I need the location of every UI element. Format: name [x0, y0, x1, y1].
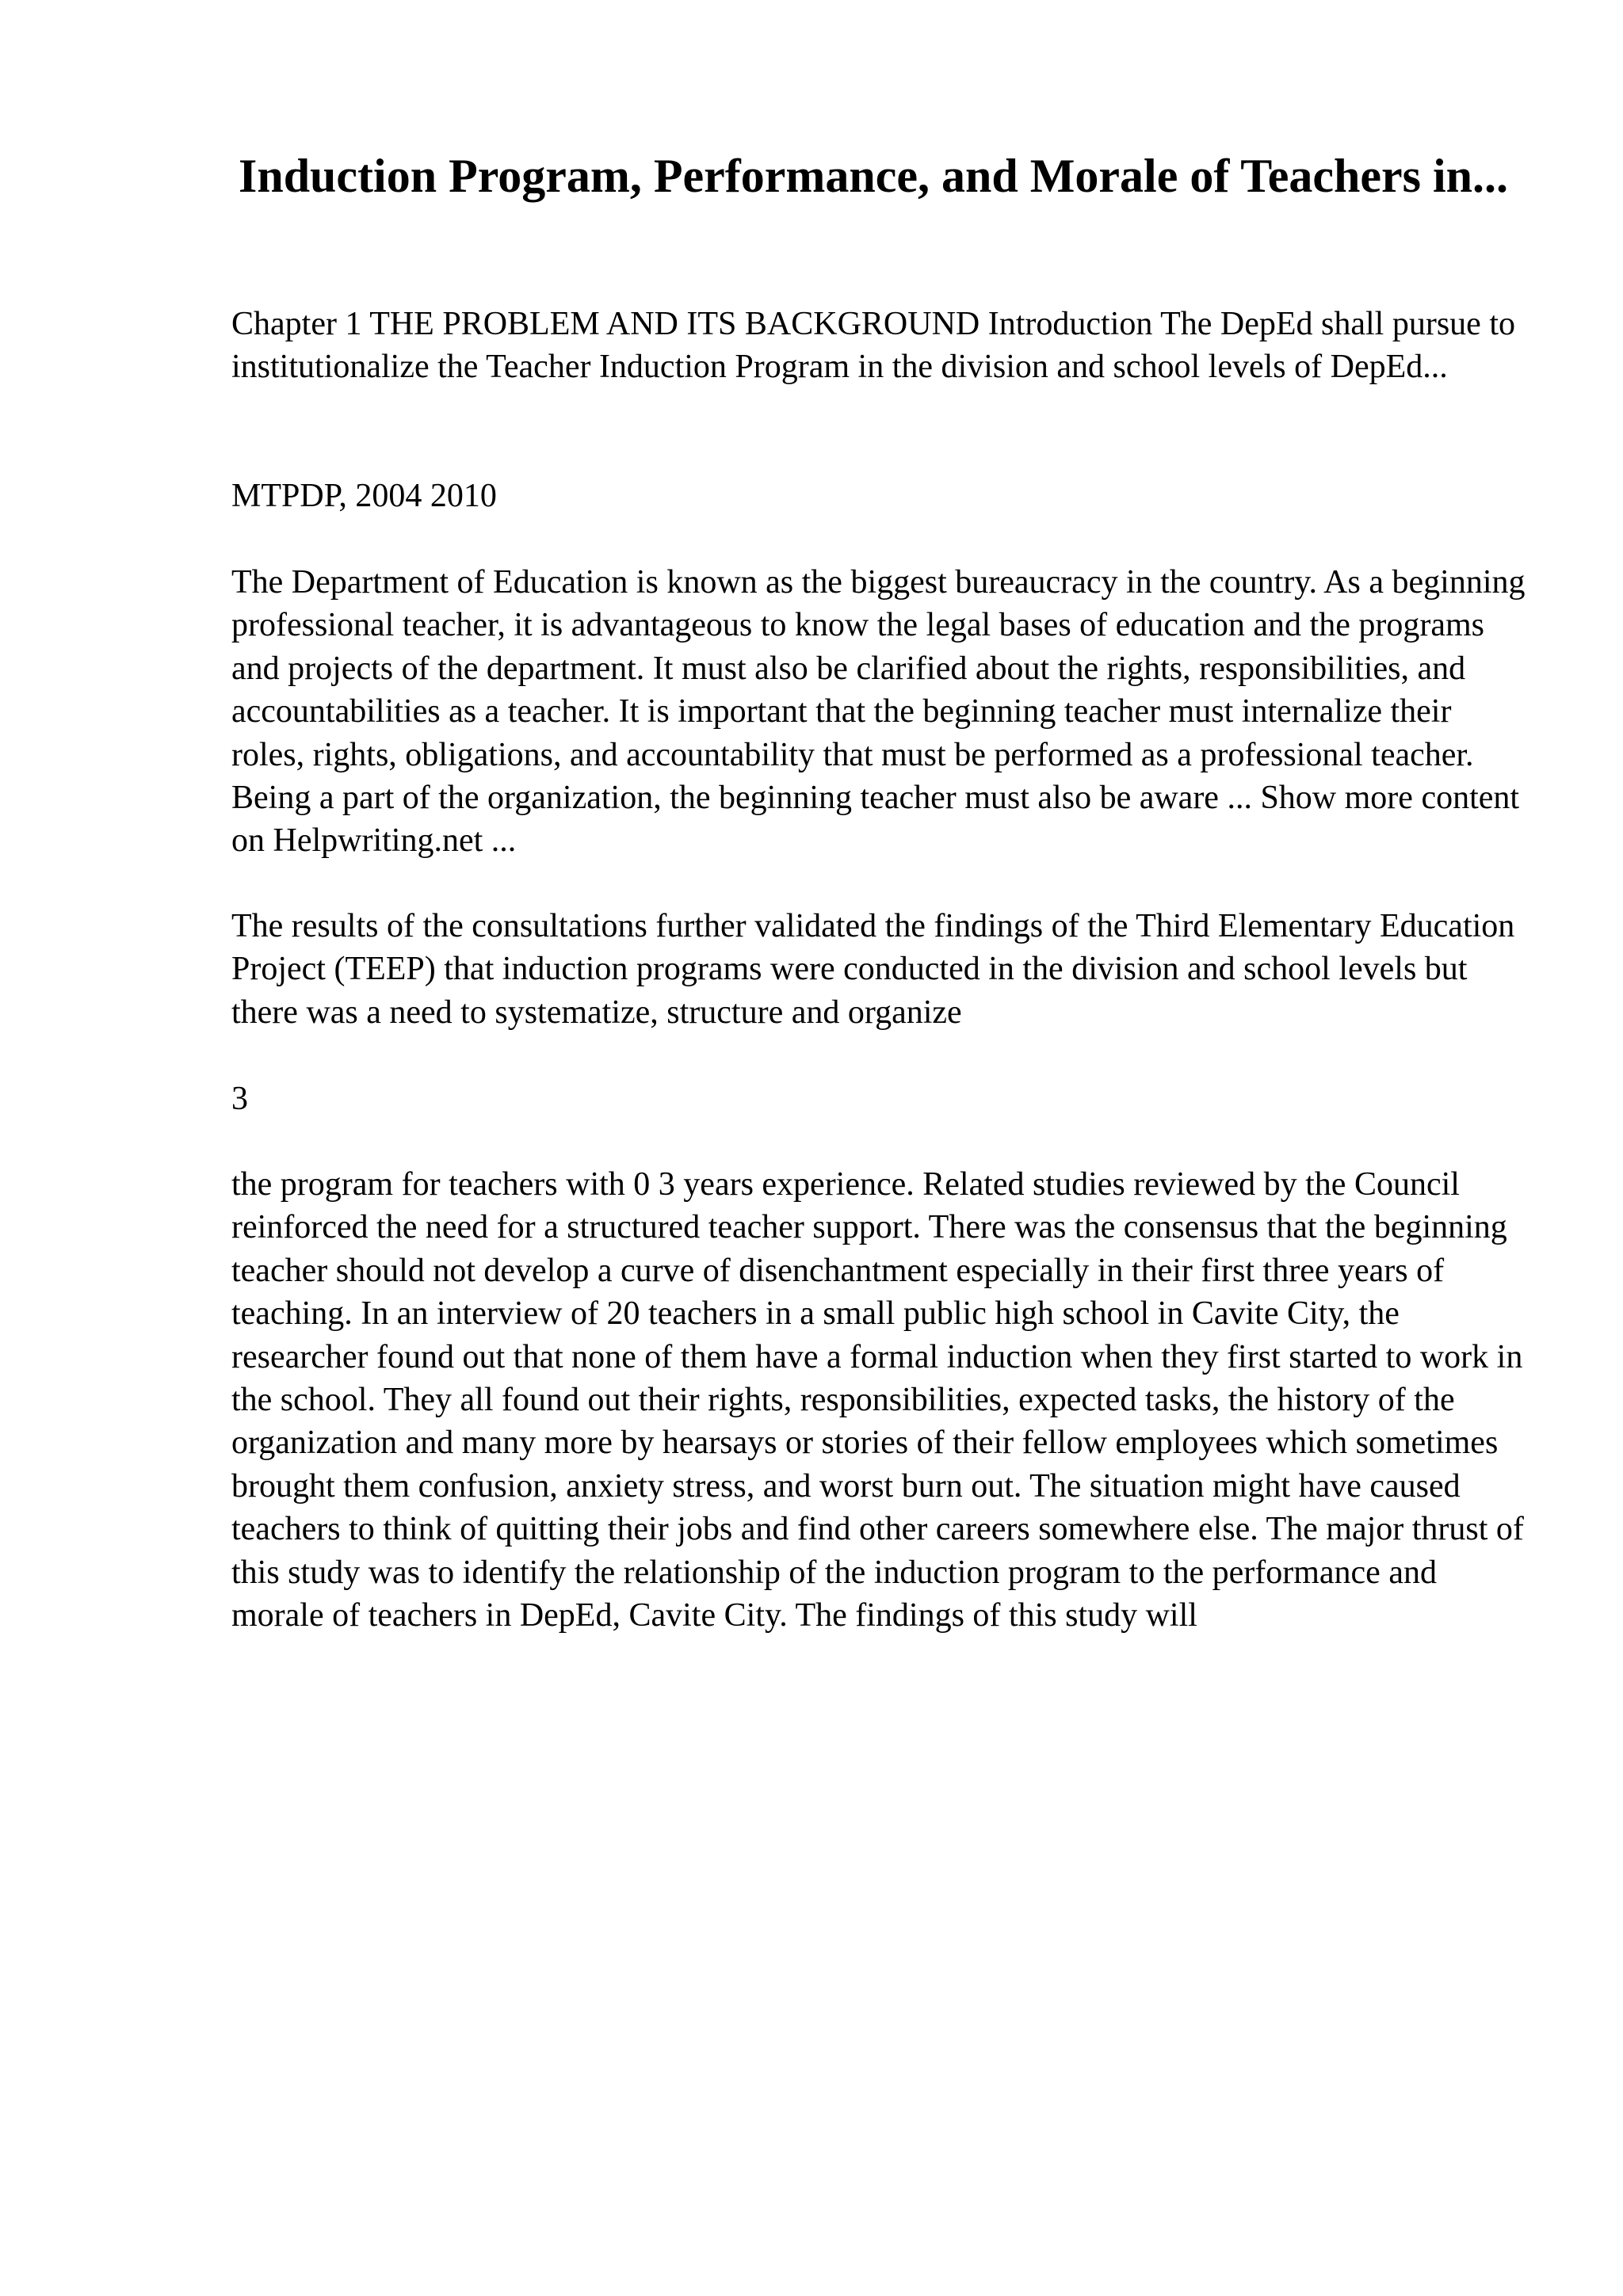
paragraph-consultation-results: The results of the consultations further validated the findings of the Third Elementary Education Project (TEEP) that induction programs were conducted in the division and school levels but there was a need to systematize, structure and organize: [231, 908, 1515, 1031]
paragraph-mtpdp-citation: MTPDP, 2004 2010: [231, 478, 497, 514]
paragraph-department-of-education: The Department of Education is known as the biggest bureaucracy in the country. As a beginning professional teacher, it is advantageous to know the legal bases of education and the programs and projects of the department. It must also be clarified about the rights, responsibilities, and accountabilities as a teacher. It is important that the beginning teacher must internalize their roles, rights, obligations, and accountability that must be performed as a professional teacher. Being a part of the organization, the beginning teacher must also be aware ... Show more content on Helpwriting.net ...: [231, 564, 1526, 860]
paragraph-introduction: Chapter 1 THE PROBLEM AND ITS BACKGROUND Introduction The DepEd shall pursue to institutionalize the Teacher Induction Program in the division and school levels of DepEd...: [231, 306, 1515, 386]
paragraph-program-for-teachers: the program for teachers with 0 3 years experience. Related studies reviewed by the Council reinforced the need for a structured teacher support. There was the consensus that the beginning teacher should not develop a curve of disenchantment especially in their first three years of teaching. In an interview of 20 teachers in a small public high school in Cavite City, the researcher found out that none of them have a formal induction when they first started to work in the school. They all found out their rights, responsibilities, expected tasks, the history of the organization and many more by hearsays or stories of their fellow employees which sometimes brought them confusion, anxiety stress, and worst burn out. The situation might have caused teachers to think of quitting their jobs and find other careers somewhere else. The major thrust of this study was to identify the relationship of the induction program to the performance and morale of teachers in DepEd, Cavite City. The findings of this study will: [231, 1166, 1524, 1634]
document-title: Induction Program, Performance, and Morale of Teachers in...: [238, 150, 1509, 202]
page-number: 3: [231, 1081, 248, 1117]
